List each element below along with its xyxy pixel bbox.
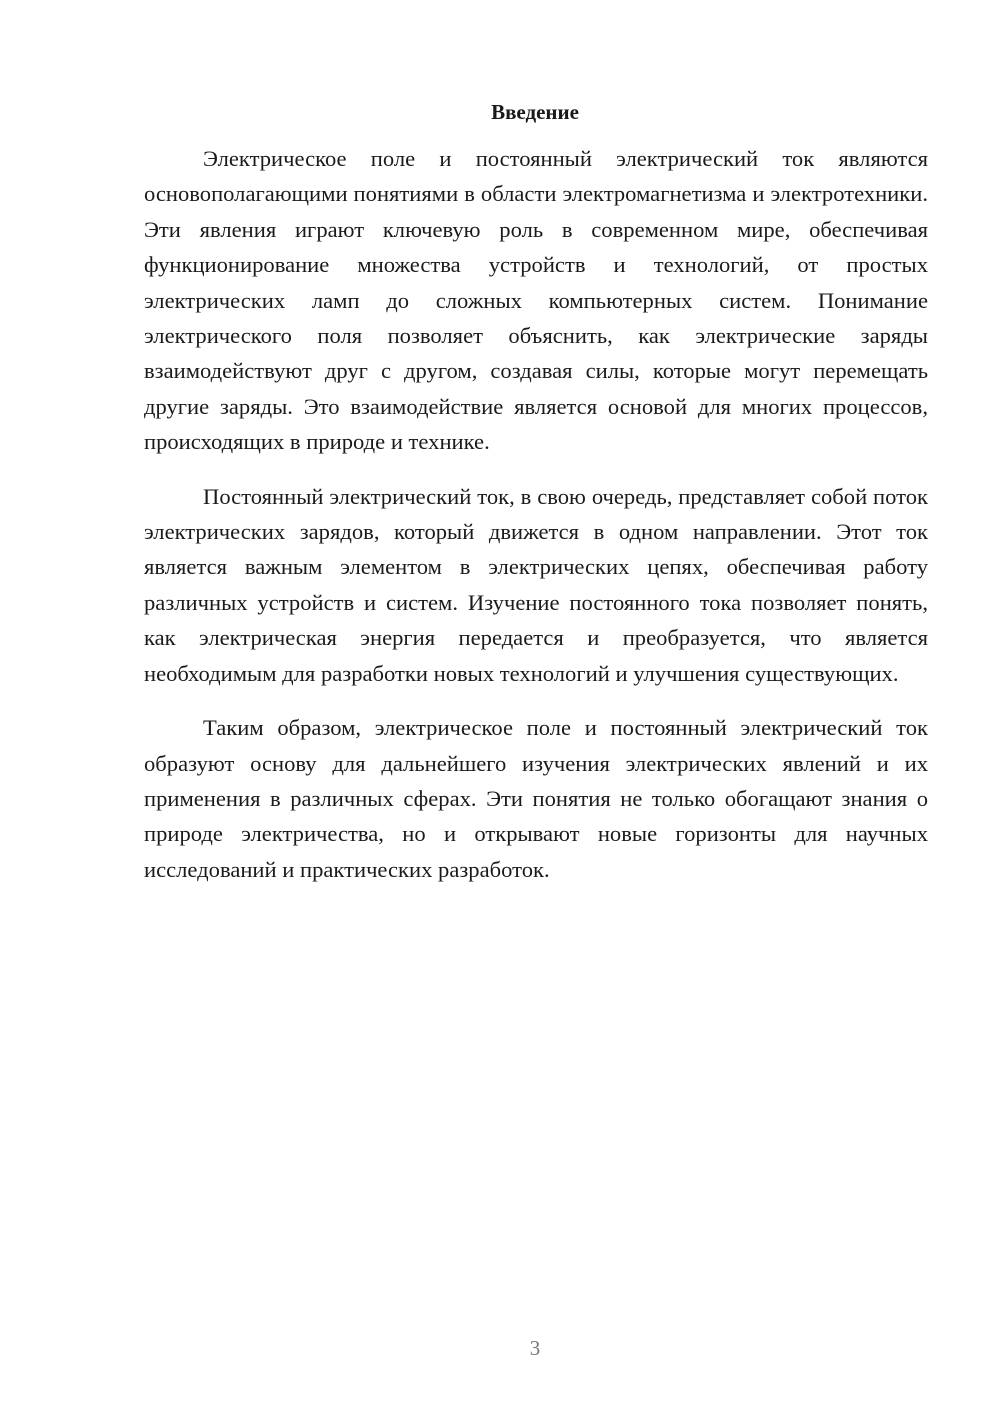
paragraph: Постоянный электрический ток, в свою очередь, представляет собой поток электрических зарядов, который движется в одном направлении. Этот ток является важным элементом в электрических цепях, обеспечивая работу различных устройств и систем. Изучение постоянного тока позволяет понять, как электрическая энергия передается и преобразуется, что является необходимым для разработки новых технологий и улучшения существующих. bbox=[144, 483, 928, 686]
paragraph: Таким образом, электрическое поле и постоянный электрический ток образуют основу для дальнейшего изучения электрических явлений и их применения в различных сферах. Эти понятия не только обогащают знания о природе электричества, но и открывают новые горизонты для научных исследований и практических разработок. bbox=[144, 715, 928, 882]
section-heading: Введение bbox=[491, 100, 579, 124]
body-text bbox=[144, 141, 928, 906]
paragraph: Электрическое поле и постоянный электрический ток являются основополагающими понятиями в области электромагнетизма и электротехники. Эти явления играют ключевую роль в современном мире, обеспечивая функционирование множества устройств и технологий, от простых электрических ламп до сложных компьютерных систем. Понимание электрического поля позволяет объяснить, как электрические заряды взаимодействуют друг с другом, создавая силы, которые могут перемещать другие заряды. Это взаимодействие является основой для многих процессов, происходящих в природе и технике. bbox=[144, 146, 928, 455]
page-number: 3 bbox=[529, 1336, 541, 1360]
